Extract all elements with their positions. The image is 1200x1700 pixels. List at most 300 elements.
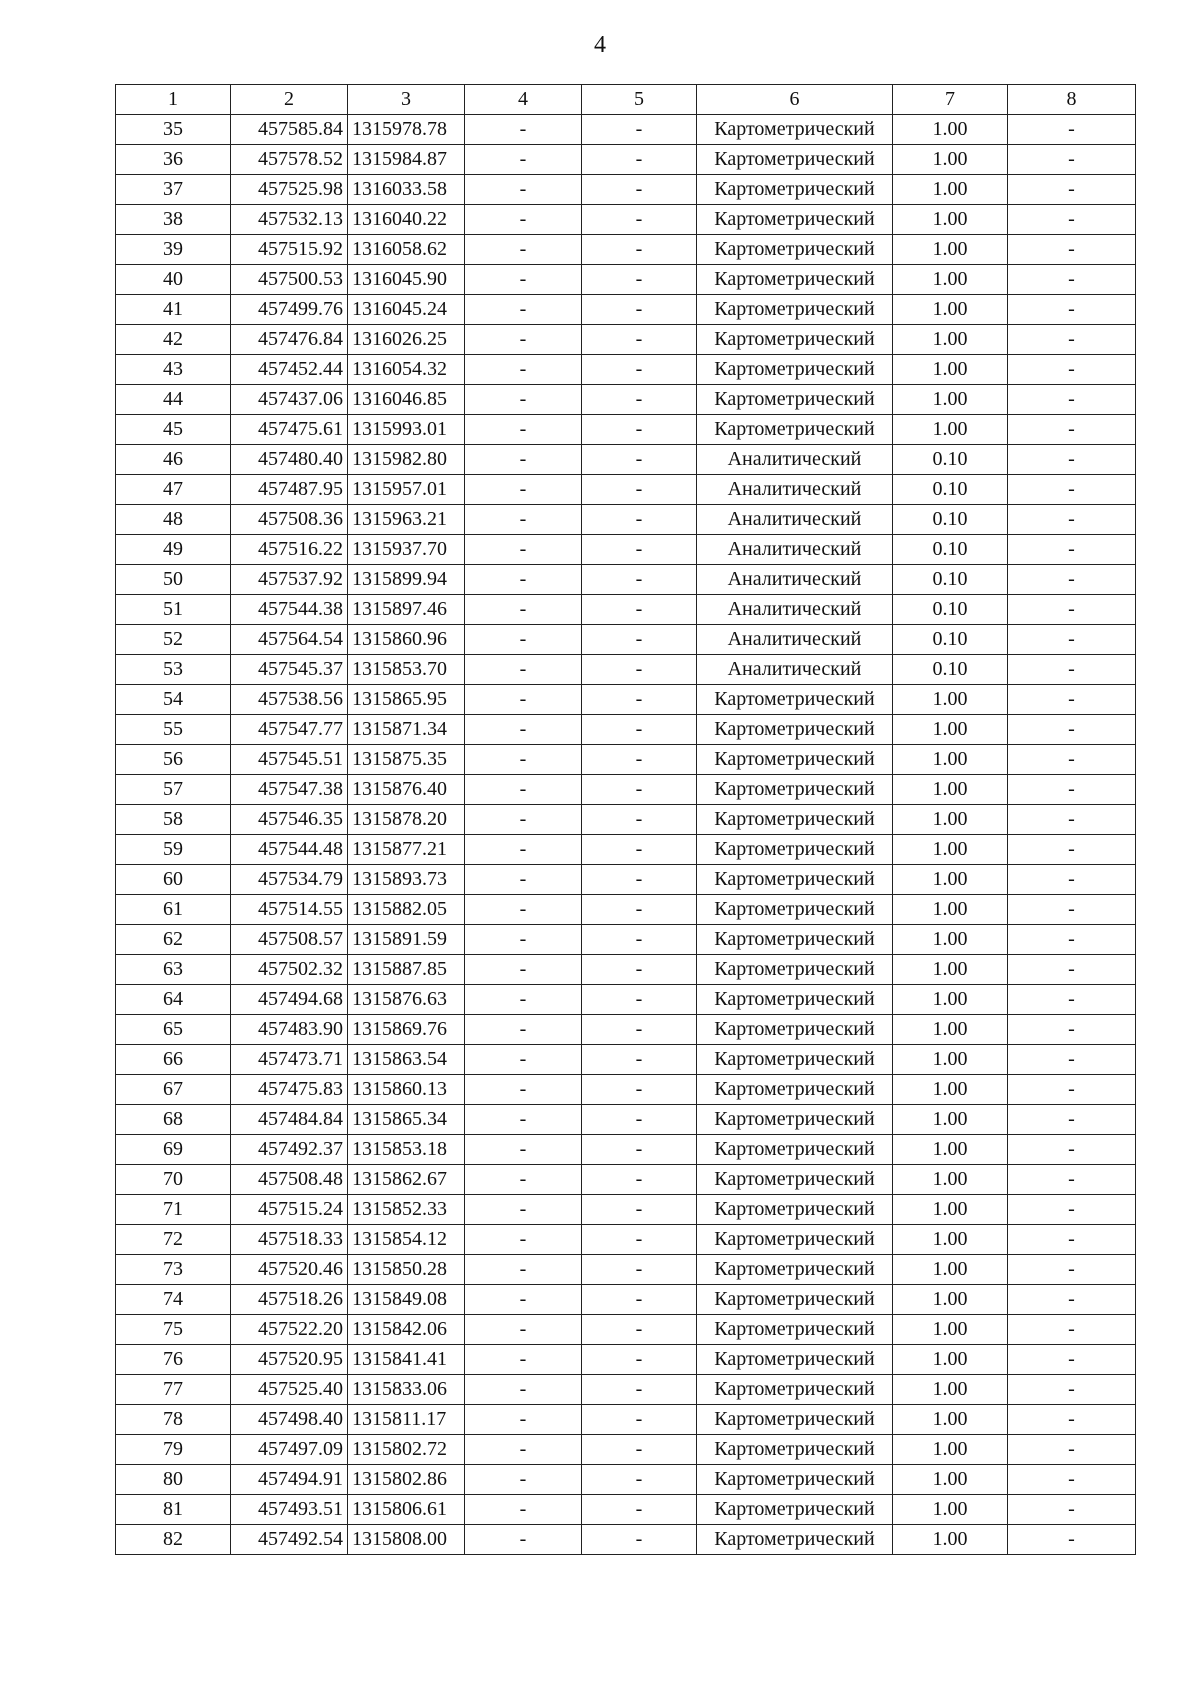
col8-cell: - xyxy=(1008,685,1136,715)
accuracy-cell: 1.00 xyxy=(893,1465,1008,1495)
col8-cell: - xyxy=(1008,565,1136,595)
table-row xyxy=(116,595,1136,625)
point-number-cell: 59 xyxy=(116,835,231,865)
method-cell: Картометрический xyxy=(697,355,893,385)
method-cell: Картометрический xyxy=(697,1435,893,1465)
point-number-cell: 44 xyxy=(116,385,231,415)
col8-cell: - xyxy=(1008,775,1136,805)
table-row xyxy=(116,205,1136,235)
accuracy-cell: 1.00 xyxy=(893,235,1008,265)
col4-cell: - xyxy=(465,1135,582,1165)
col4-cell: - xyxy=(465,655,582,685)
y-coordinate-cell: 1315963.21 xyxy=(348,505,465,535)
accuracy-cell: 1.00 xyxy=(893,715,1008,745)
col8-cell: - xyxy=(1008,535,1136,565)
method-cell: Картометрический xyxy=(697,925,893,955)
col4-cell: - xyxy=(465,985,582,1015)
x-coordinate-cell: 457508.57 xyxy=(231,925,348,955)
table-row xyxy=(116,985,1136,1015)
y-coordinate-cell: 1316033.58 xyxy=(348,175,465,205)
col5-cell: - xyxy=(582,1195,697,1225)
col8-cell: - xyxy=(1008,1255,1136,1285)
col5-cell: - xyxy=(582,1165,697,1195)
method-cell: Картометрический xyxy=(697,715,893,745)
point-number-cell: 54 xyxy=(116,685,231,715)
table-row xyxy=(116,715,1136,745)
col5-cell: - xyxy=(582,265,697,295)
y-coordinate-cell: 1316054.32 xyxy=(348,355,465,385)
accuracy-cell: 1.00 xyxy=(893,205,1008,235)
accuracy-cell: 1.00 xyxy=(893,1315,1008,1345)
accuracy-cell: 1.00 xyxy=(893,1495,1008,1525)
point-number-cell: 77 xyxy=(116,1375,231,1405)
method-cell: Картометрический xyxy=(697,145,893,175)
col5-cell: - xyxy=(582,1375,697,1405)
x-coordinate-cell: 457508.48 xyxy=(231,1165,348,1195)
y-coordinate-cell: 1315860.96 xyxy=(348,625,465,655)
x-coordinate-cell: 457500.53 xyxy=(231,265,348,295)
col8-cell: - xyxy=(1008,595,1136,625)
y-coordinate-header: 3 xyxy=(348,85,465,115)
y-coordinate-cell: 1315865.34 xyxy=(348,1105,465,1135)
point-number-cell: 38 xyxy=(116,205,231,235)
table-row xyxy=(116,1375,1136,1405)
col8-cell: - xyxy=(1008,1465,1136,1495)
method-cell: Картометрический xyxy=(697,835,893,865)
method-cell: Картометрический xyxy=(697,205,893,235)
point-number-cell: 37 xyxy=(116,175,231,205)
point-number-cell: 74 xyxy=(116,1285,231,1315)
table-row xyxy=(116,1435,1136,1465)
accuracy-cell: 1.00 xyxy=(893,925,1008,955)
accuracy-cell: 1.00 xyxy=(893,1045,1008,1075)
y-coordinate-cell: 1315863.54 xyxy=(348,1045,465,1075)
point-number-cell: 48 xyxy=(116,505,231,535)
y-coordinate-cell: 1315876.63 xyxy=(348,985,465,1015)
col4-cell: - xyxy=(465,1075,582,1105)
x-coordinate-cell: 457499.76 xyxy=(231,295,348,325)
accuracy-cell: 1.00 xyxy=(893,895,1008,925)
table-row xyxy=(116,625,1136,655)
method-cell: Аналитический xyxy=(697,625,893,655)
table-row xyxy=(116,235,1136,265)
table-row xyxy=(116,1255,1136,1285)
y-coordinate-cell: 1315984.87 xyxy=(348,145,465,175)
table-row xyxy=(116,265,1136,295)
x-coordinate-cell: 457493.51 xyxy=(231,1495,348,1525)
x-coordinate-cell: 457547.77 xyxy=(231,715,348,745)
col5-cell: - xyxy=(582,745,697,775)
point-number-cell: 46 xyxy=(116,445,231,475)
point-number-cell: 45 xyxy=(116,415,231,445)
method-cell: Картометрический xyxy=(697,265,893,295)
table-row xyxy=(116,1495,1136,1525)
point-number-cell: 69 xyxy=(116,1135,231,1165)
col8-cell: - xyxy=(1008,145,1136,175)
col5-cell: - xyxy=(582,235,697,265)
table-row xyxy=(116,115,1136,145)
accuracy-cell: 0.10 xyxy=(893,565,1008,595)
y-coordinate-cell: 1316046.85 xyxy=(348,385,465,415)
accuracy-cell: 1.00 xyxy=(893,1105,1008,1135)
table-header xyxy=(116,85,1136,115)
col8-cell: - xyxy=(1008,475,1136,505)
method-cell: Картометрический xyxy=(697,1495,893,1525)
x-coordinate-cell: 457497.09 xyxy=(231,1435,348,1465)
col4-cell: - xyxy=(465,1315,582,1345)
table-row xyxy=(116,685,1136,715)
method-cell: Картометрический xyxy=(697,1165,893,1195)
accuracy-cell: 1.00 xyxy=(893,1135,1008,1165)
point-number-cell: 50 xyxy=(116,565,231,595)
x-coordinate-cell: 457537.92 xyxy=(231,565,348,595)
x-coordinate-cell: 457480.40 xyxy=(231,445,348,475)
col4-cell: - xyxy=(465,445,582,475)
point-number-cell: 49 xyxy=(116,535,231,565)
col4-cell: - xyxy=(465,1435,582,1465)
col5-cell: - xyxy=(582,895,697,925)
point-number-cell: 56 xyxy=(116,745,231,775)
col5-cell: - xyxy=(582,955,697,985)
col8-cell: - xyxy=(1008,205,1136,235)
y-coordinate-cell: 1315957.01 xyxy=(348,475,465,505)
y-coordinate-cell: 1315877.21 xyxy=(348,835,465,865)
col5-cell: - xyxy=(582,925,697,955)
page-number: 4 xyxy=(594,32,606,58)
col8-cell: - xyxy=(1008,1135,1136,1165)
method-cell: Картометрический xyxy=(697,775,893,805)
method-cell: Аналитический xyxy=(697,505,893,535)
col4-cell: - xyxy=(465,1495,582,1525)
col4-cell: - xyxy=(465,355,582,385)
col4-cell: - xyxy=(465,175,582,205)
x-coordinate-cell: 457516.22 xyxy=(231,535,348,565)
x-coordinate-cell: 457545.51 xyxy=(231,745,348,775)
col5-cell: - xyxy=(582,145,697,175)
col4-cell: - xyxy=(465,865,582,895)
accuracy-cell: 1.00 xyxy=(893,835,1008,865)
accuracy-cell: 1.00 xyxy=(893,1345,1008,1375)
method-cell: Картометрический xyxy=(697,985,893,1015)
col8-header: 8 xyxy=(1008,85,1136,115)
x-coordinate-cell: 457585.84 xyxy=(231,115,348,145)
method-cell: Аналитический xyxy=(697,565,893,595)
y-coordinate-cell: 1315802.72 xyxy=(348,1435,465,1465)
col5-cell: - xyxy=(582,1075,697,1105)
col5-cell: - xyxy=(582,655,697,685)
point-number-cell: 51 xyxy=(116,595,231,625)
table-row xyxy=(116,865,1136,895)
col5-cell: - xyxy=(582,295,697,325)
col8-cell: - xyxy=(1008,1075,1136,1105)
accuracy-cell: 1.00 xyxy=(893,145,1008,175)
point-number-cell: 76 xyxy=(116,1345,231,1375)
x-coordinate-cell: 457514.55 xyxy=(231,895,348,925)
method-cell: Аналитический xyxy=(697,445,893,475)
method-cell: Картометрический xyxy=(697,1465,893,1495)
table-row xyxy=(116,1015,1136,1045)
method-cell: Картометрический xyxy=(697,1255,893,1285)
method-cell: Аналитический xyxy=(697,655,893,685)
x-coordinate-cell: 457498.40 xyxy=(231,1405,348,1435)
col5-cell: - xyxy=(582,1405,697,1435)
col5-cell: - xyxy=(582,445,697,475)
point-number-cell: 62 xyxy=(116,925,231,955)
y-coordinate-cell: 1315937.70 xyxy=(348,535,465,565)
table-row xyxy=(116,325,1136,355)
method-cell: Картометрический xyxy=(697,1195,893,1225)
col4-cell: - xyxy=(465,1015,582,1045)
y-coordinate-cell: 1315876.40 xyxy=(348,775,465,805)
col8-cell: - xyxy=(1008,1015,1136,1045)
method-cell: Аналитический xyxy=(697,535,893,565)
x-coordinate-header: 2 xyxy=(231,85,348,115)
col5-cell: - xyxy=(582,625,697,655)
table-row xyxy=(116,835,1136,865)
coordinates-table xyxy=(115,84,1136,1555)
method-cell: Аналитический xyxy=(697,475,893,505)
y-coordinate-cell: 1315862.67 xyxy=(348,1165,465,1195)
col8-cell: - xyxy=(1008,1105,1136,1135)
x-coordinate-cell: 457520.95 xyxy=(231,1345,348,1375)
accuracy-cell: 0.10 xyxy=(893,475,1008,505)
point-number-cell: 70 xyxy=(116,1165,231,1195)
col8-cell: - xyxy=(1008,1495,1136,1525)
y-coordinate-cell: 1315978.78 xyxy=(348,115,465,145)
col8-cell: - xyxy=(1008,385,1136,415)
point-number-cell: 75 xyxy=(116,1315,231,1345)
accuracy-cell: 0.10 xyxy=(893,445,1008,475)
col4-cell: - xyxy=(465,145,582,175)
col5-cell: - xyxy=(582,205,697,235)
point-number-cell: 61 xyxy=(116,895,231,925)
method-cell: Картометрический xyxy=(697,415,893,445)
accuracy-cell: 1.00 xyxy=(893,385,1008,415)
table-row xyxy=(116,505,1136,535)
col4-cell: - xyxy=(465,775,582,805)
method-cell: Картометрический xyxy=(697,115,893,145)
y-coordinate-cell: 1316026.25 xyxy=(348,325,465,355)
point-number-cell: 78 xyxy=(116,1405,231,1435)
table-row xyxy=(116,145,1136,175)
x-coordinate-cell: 457502.32 xyxy=(231,955,348,985)
table-row xyxy=(116,1345,1136,1375)
col8-cell: - xyxy=(1008,805,1136,835)
col8-cell: - xyxy=(1008,175,1136,205)
accuracy-cell: 1.00 xyxy=(893,685,1008,715)
col4-cell: - xyxy=(465,265,582,295)
y-coordinate-cell: 1315808.00 xyxy=(348,1525,465,1555)
col8-cell: - xyxy=(1008,1405,1136,1435)
accuracy-cell: 1.00 xyxy=(893,805,1008,835)
col8-cell: - xyxy=(1008,1225,1136,1255)
col8-cell: - xyxy=(1008,235,1136,265)
x-coordinate-cell: 457532.13 xyxy=(231,205,348,235)
y-coordinate-cell: 1315842.06 xyxy=(348,1315,465,1345)
accuracy-header: 7 xyxy=(893,85,1008,115)
table-row xyxy=(116,1165,1136,1195)
y-coordinate-cell: 1315802.86 xyxy=(348,1465,465,1495)
x-coordinate-cell: 457508.36 xyxy=(231,505,348,535)
col5-cell: - xyxy=(582,385,697,415)
y-coordinate-cell: 1315811.17 xyxy=(348,1405,465,1435)
y-coordinate-cell: 1315871.34 xyxy=(348,715,465,745)
col5-cell: - xyxy=(582,475,697,505)
col5-cell: - xyxy=(582,835,697,865)
col4-cell: - xyxy=(465,715,582,745)
col5-cell: - xyxy=(582,1045,697,1075)
col4-cell: - xyxy=(465,1345,582,1375)
method-cell: Картометрический xyxy=(697,745,893,775)
accuracy-cell: 1.00 xyxy=(893,415,1008,445)
accuracy-cell: 1.00 xyxy=(893,1165,1008,1195)
method-cell: Картометрический xyxy=(697,385,893,415)
accuracy-cell: 1.00 xyxy=(893,1405,1008,1435)
y-coordinate-cell: 1316045.24 xyxy=(348,295,465,325)
accuracy-cell: 1.00 xyxy=(893,1015,1008,1045)
col8-cell: - xyxy=(1008,115,1136,145)
method-cell: Картометрический xyxy=(697,1225,893,1255)
col5-cell: - xyxy=(582,565,697,595)
y-coordinate-cell: 1316058.62 xyxy=(348,235,465,265)
col5-cell: - xyxy=(582,415,697,445)
x-coordinate-cell: 457452.44 xyxy=(231,355,348,385)
y-coordinate-cell: 1316045.90 xyxy=(348,265,465,295)
method-cell: Картометрический xyxy=(697,865,893,895)
col4-cell: - xyxy=(465,1375,582,1405)
point-number-cell: 68 xyxy=(116,1105,231,1135)
y-coordinate-cell: 1315899.94 xyxy=(348,565,465,595)
col5-cell: - xyxy=(582,115,697,145)
accuracy-cell: 1.00 xyxy=(893,1435,1008,1465)
col5-cell: - xyxy=(582,1105,697,1135)
accuracy-cell: 1.00 xyxy=(893,745,1008,775)
point-number-cell: 60 xyxy=(116,865,231,895)
col8-cell: - xyxy=(1008,655,1136,685)
table-row xyxy=(116,895,1136,925)
col5-cell: - xyxy=(582,1345,697,1375)
table-row xyxy=(116,535,1136,565)
accuracy-cell: 1.00 xyxy=(893,1285,1008,1315)
table-row xyxy=(116,1195,1136,1225)
col8-cell: - xyxy=(1008,1315,1136,1345)
col8-cell: - xyxy=(1008,295,1136,325)
col8-cell: - xyxy=(1008,325,1136,355)
accuracy-cell: 1.00 xyxy=(893,1525,1008,1555)
point-number-cell: 66 xyxy=(116,1045,231,1075)
x-coordinate-cell: 457520.46 xyxy=(231,1255,348,1285)
point-number-cell: 35 xyxy=(116,115,231,145)
col4-cell: - xyxy=(465,1045,582,1075)
col8-cell: - xyxy=(1008,1195,1136,1225)
point-number-cell: 41 xyxy=(116,295,231,325)
accuracy-cell: 1.00 xyxy=(893,325,1008,355)
table-row xyxy=(116,475,1136,505)
point-number-cell: 52 xyxy=(116,625,231,655)
y-coordinate-cell: 1315841.41 xyxy=(348,1345,465,1375)
col4-cell: - xyxy=(465,805,582,835)
x-coordinate-cell: 457437.06 xyxy=(231,385,348,415)
x-coordinate-cell: 457475.61 xyxy=(231,415,348,445)
point-number-cell: 63 xyxy=(116,955,231,985)
x-coordinate-cell: 457525.40 xyxy=(231,1375,348,1405)
col4-cell: - xyxy=(465,1225,582,1255)
col4-cell: - xyxy=(465,565,582,595)
x-coordinate-cell: 457525.98 xyxy=(231,175,348,205)
col8-cell: - xyxy=(1008,985,1136,1015)
col5-cell: - xyxy=(582,865,697,895)
table-row xyxy=(116,1405,1136,1435)
method-cell: Картометрический xyxy=(697,1135,893,1165)
y-coordinate-cell: 1316040.22 xyxy=(348,205,465,235)
col5-cell: - xyxy=(582,595,697,625)
col5-cell: - xyxy=(582,715,697,745)
col4-cell: - xyxy=(465,835,582,865)
table-row xyxy=(116,295,1136,325)
table-row xyxy=(116,1075,1136,1105)
x-coordinate-cell: 457544.48 xyxy=(231,835,348,865)
y-coordinate-cell: 1315893.73 xyxy=(348,865,465,895)
col4-cell: - xyxy=(465,235,582,265)
method-cell: Картометрический xyxy=(697,1285,893,1315)
col8-cell: - xyxy=(1008,1525,1136,1555)
col5-cell: - xyxy=(582,1285,697,1315)
col8-cell: - xyxy=(1008,715,1136,745)
method-cell: Аналитический xyxy=(697,595,893,625)
table-row xyxy=(116,1525,1136,1555)
table-row xyxy=(116,565,1136,595)
col8-cell: - xyxy=(1008,1165,1136,1195)
col5-cell: - xyxy=(582,1495,697,1525)
x-coordinate-cell: 457547.38 xyxy=(231,775,348,805)
table-row xyxy=(116,385,1136,415)
point-number-cell: 82 xyxy=(116,1525,231,1555)
table-row xyxy=(116,775,1136,805)
col4-cell: - xyxy=(465,1285,582,1315)
table-row xyxy=(116,1135,1136,1165)
accuracy-cell: 1.00 xyxy=(893,1075,1008,1105)
x-coordinate-cell: 457483.90 xyxy=(231,1015,348,1045)
method-cell: Картометрический xyxy=(697,235,893,265)
x-coordinate-cell: 457487.95 xyxy=(231,475,348,505)
y-coordinate-cell: 1315897.46 xyxy=(348,595,465,625)
accuracy-cell: 1.00 xyxy=(893,265,1008,295)
method-cell: Картометрический xyxy=(697,325,893,355)
col8-cell: - xyxy=(1008,265,1136,295)
col5-cell: - xyxy=(582,775,697,805)
table-row xyxy=(116,1225,1136,1255)
col8-cell: - xyxy=(1008,895,1136,925)
col8-cell: - xyxy=(1008,1345,1136,1375)
y-coordinate-cell: 1315853.70 xyxy=(348,655,465,685)
col5-cell: - xyxy=(582,175,697,205)
x-coordinate-cell: 457475.83 xyxy=(231,1075,348,1105)
col4-cell: - xyxy=(465,925,582,955)
x-coordinate-cell: 457546.35 xyxy=(231,805,348,835)
accuracy-cell: 1.00 xyxy=(893,1195,1008,1225)
col4-header: 4 xyxy=(465,85,582,115)
x-coordinate-cell: 457492.54 xyxy=(231,1525,348,1555)
point-number-header: 1 xyxy=(116,85,231,115)
point-number-cell: 42 xyxy=(116,325,231,355)
table-row xyxy=(116,1105,1136,1135)
col8-cell: - xyxy=(1008,1285,1136,1315)
col8-cell: - xyxy=(1008,955,1136,985)
x-coordinate-cell: 457578.52 xyxy=(231,145,348,175)
table-row xyxy=(116,355,1136,385)
col8-cell: - xyxy=(1008,745,1136,775)
col8-cell: - xyxy=(1008,355,1136,385)
